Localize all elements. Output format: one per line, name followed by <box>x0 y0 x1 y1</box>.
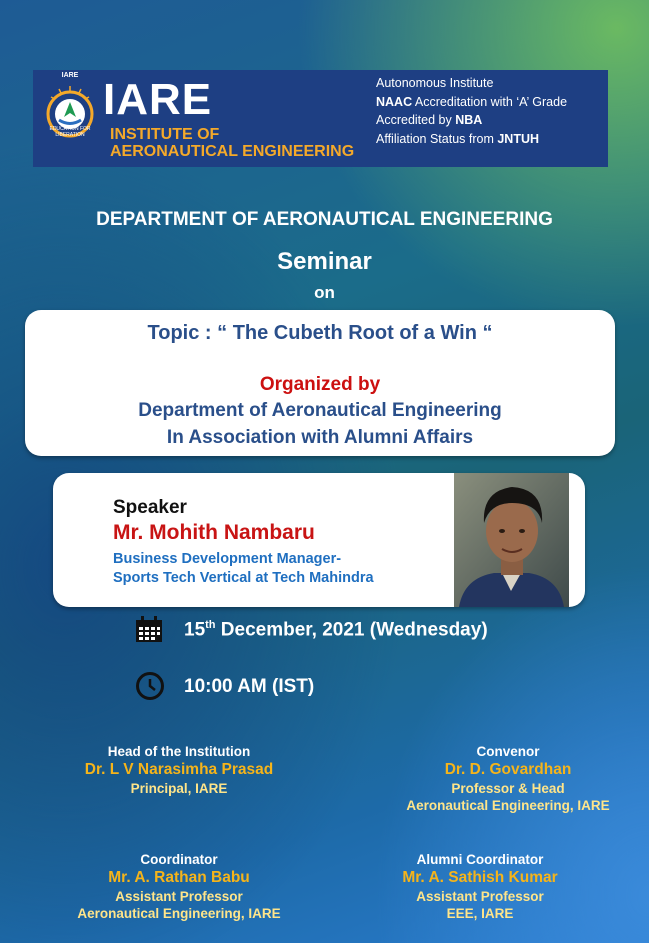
accreditation-line: Affiliation Status from JNTUH <box>376 131 540 146</box>
person-designation: Assistant Professor <box>115 889 243 904</box>
institute-name-line1: INSTITUTE OF <box>110 126 220 143</box>
organizer-line1: Department of Aeronautical Engineering <box>138 400 502 421</box>
person-department: EEE, IARE <box>446 906 514 921</box>
person-name: Mr. A. Sathish Kumar <box>402 869 558 886</box>
institute-name-line2: AERONAUTICAL ENGINEERING <box>110 143 355 160</box>
person-name: Dr. L V Narasimha Prasad <box>84 761 274 778</box>
event-on: on <box>314 283 335 302</box>
organized-by-label: Organized by <box>259 374 381 395</box>
logo-ring-text: EDUCATION FOR LIBERATION <box>49 126 91 138</box>
event-type: Seminar <box>277 248 372 275</box>
role-title: Alumni Coordinator <box>416 852 544 867</box>
organizer-line2: In Association with Alumni Affairs <box>166 427 474 448</box>
role-title: Head of the Institution <box>107 744 251 759</box>
event-date: 15th December, 2021 (Wednesday) <box>184 619 488 641</box>
person-designation: Principal, IARE <box>130 781 228 796</box>
alumni-coordinator <box>360 851 600 922</box>
event-time: 10:00 AM (IST) <box>184 676 315 697</box>
role-title: Coordinator <box>140 852 218 867</box>
speaker-label: Speaker <box>113 497 187 518</box>
person-name: Mr. A. Rathan Babu <box>108 869 250 886</box>
institute-banner <box>33 70 608 167</box>
accreditation-line: Accredited by NBA <box>376 113 483 127</box>
speaker-card <box>53 473 585 607</box>
speaker-role-line2: Sports Tech Vertical at Tech Mahindra <box>113 570 374 586</box>
calendar-icon <box>134 615 164 643</box>
person-designation: Assistant Professor <box>416 889 544 904</box>
speaker-photo <box>454 473 569 607</box>
speaker-role-line1: Business Development Manager- <box>113 551 342 567</box>
department-title: DEPARTMENT OF AERONAUTICAL ENGINEERING <box>96 209 553 230</box>
person-designation: Professor & Head <box>451 781 565 796</box>
convenor <box>360 743 649 814</box>
accreditation-list <box>376 74 567 148</box>
clock-icon <box>135 671 165 701</box>
person-department: Aeronautical Engineering, IARE <box>77 906 281 921</box>
person-department: Aeronautical Engineering, IARE <box>406 798 610 813</box>
person-name: Dr. D. Govardhan <box>444 761 572 778</box>
head-of-institution <box>44 743 314 797</box>
topic-card <box>25 310 615 456</box>
accreditation-line: Autonomous Institute <box>376 76 494 90</box>
topic-title: Topic : “ The Cubeth Root of a Win “ <box>147 322 493 344</box>
coordinator <box>44 851 314 922</box>
institute-acronym: IARE <box>103 75 213 124</box>
accreditation-line: NAAC Accreditation with ‘A’ Grade <box>376 94 568 109</box>
iare-logo-icon <box>45 80 95 150</box>
logo-small-text: IARE <box>61 72 79 79</box>
speaker-name: Mr. Mohith Nambaru <box>113 521 315 544</box>
role-title: Convenor <box>476 744 540 759</box>
